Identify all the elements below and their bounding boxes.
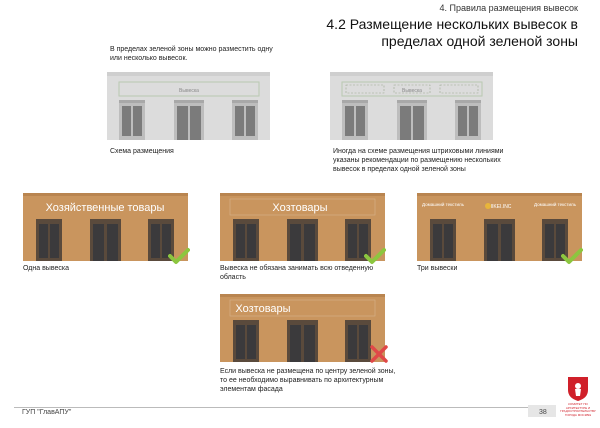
example-2-caption	[220, 264, 373, 282]
scheme-2-caption-line-3: вывесок в пределах одной зеленой зоны	[333, 166, 466, 173]
footer-org: ГУП "ГлавАПУ"	[22, 409, 72, 416]
scheme-2-caption-line-2: указаны рекомендации по размещению нескольких	[333, 157, 501, 164]
footer-divider	[14, 407, 556, 408]
page-title: 4.2 Размещение нескольких вывесок в пределах одной зеленой зоны	[326, 16, 578, 49]
scheme-2-caption	[333, 147, 503, 174]
door-center	[287, 320, 318, 362]
sign-text: Хозяйственные товары	[45, 202, 165, 214]
window-right	[232, 100, 258, 140]
scheme-facade-2	[330, 72, 493, 140]
example-facade-off-center-sign	[220, 294, 385, 362]
window-left	[430, 219, 456, 261]
example-1-caption	[23, 264, 69, 273]
scheme-2-caption-line-1: Иногда на схеме размещения штриховыми линиями	[333, 148, 504, 155]
example-4-caption-line-3: элементам фасада	[220, 386, 283, 393]
window-right	[455, 100, 481, 140]
cross-icon	[368, 343, 390, 365]
door-center	[90, 219, 121, 261]
example-4-caption-line-2: то ее необходимо выравнивать по архитектурным	[220, 377, 384, 384]
door-center	[397, 100, 427, 140]
door-center	[287, 219, 318, 261]
sign-text: Хозтовары	[235, 303, 291, 315]
check-icon	[561, 245, 583, 267]
scheme-1-caption	[110, 147, 174, 156]
example-3-caption-line: Три вывески	[417, 265, 458, 272]
moscow-coat-of-arms-icon	[567, 376, 589, 402]
example-facade-short-sign	[220, 193, 385, 261]
example-facade-three-signs	[417, 193, 582, 261]
example-2-caption-line-2: область	[220, 274, 246, 281]
page-number: 38	[539, 409, 547, 416]
scheme-1-sign-label: Вывеска	[179, 88, 199, 94]
intro-line-1: В пределах зеленой зоны можно разместить одну	[110, 46, 273, 53]
example-4-caption-line-1: Если вывеска не размещена по центру зеленой зоны,	[220, 368, 396, 375]
window-left	[342, 100, 368, 140]
check-icon	[168, 245, 190, 267]
example-4-caption	[220, 367, 396, 394]
intro-text	[110, 45, 273, 63]
scheme-facade-1	[107, 72, 270, 140]
door-center	[484, 219, 515, 261]
sign-center-text: IIKEI.INC	[490, 204, 512, 210]
scheme-1-caption-line: Схема размещения	[110, 148, 174, 155]
window-left	[233, 219, 259, 261]
window-left	[119, 100, 145, 140]
example-facade-one-sign	[23, 193, 188, 261]
window-left	[233, 320, 259, 362]
sign-text: Хозтовары	[272, 202, 328, 214]
sign-left-text: Домашний текстиль	[422, 202, 464, 207]
example-1-caption-line: Одна вывеска	[23, 265, 69, 272]
section-label: 4. Правила размещения вывесок	[439, 3, 578, 13]
scheme-2-sign-label: Вывеска	[402, 88, 422, 94]
example-2-caption-line-1: Вывеска не обязана занимать всю отведенную	[220, 265, 374, 272]
logo-caption: КОМИТЕТ ПО АРХИТЕКТУРЕ И ГРАДОСТРОИТЕЛЬСТВУ ГОРОДА МОСКВЫ	[560, 402, 596, 417]
example-3-caption	[417, 264, 457, 273]
intro-line-2: или несколько вывесок.	[110, 55, 188, 62]
window-left	[36, 219, 62, 261]
sign-right-text: Домашний текстиль	[534, 202, 576, 207]
door-center	[174, 100, 204, 140]
